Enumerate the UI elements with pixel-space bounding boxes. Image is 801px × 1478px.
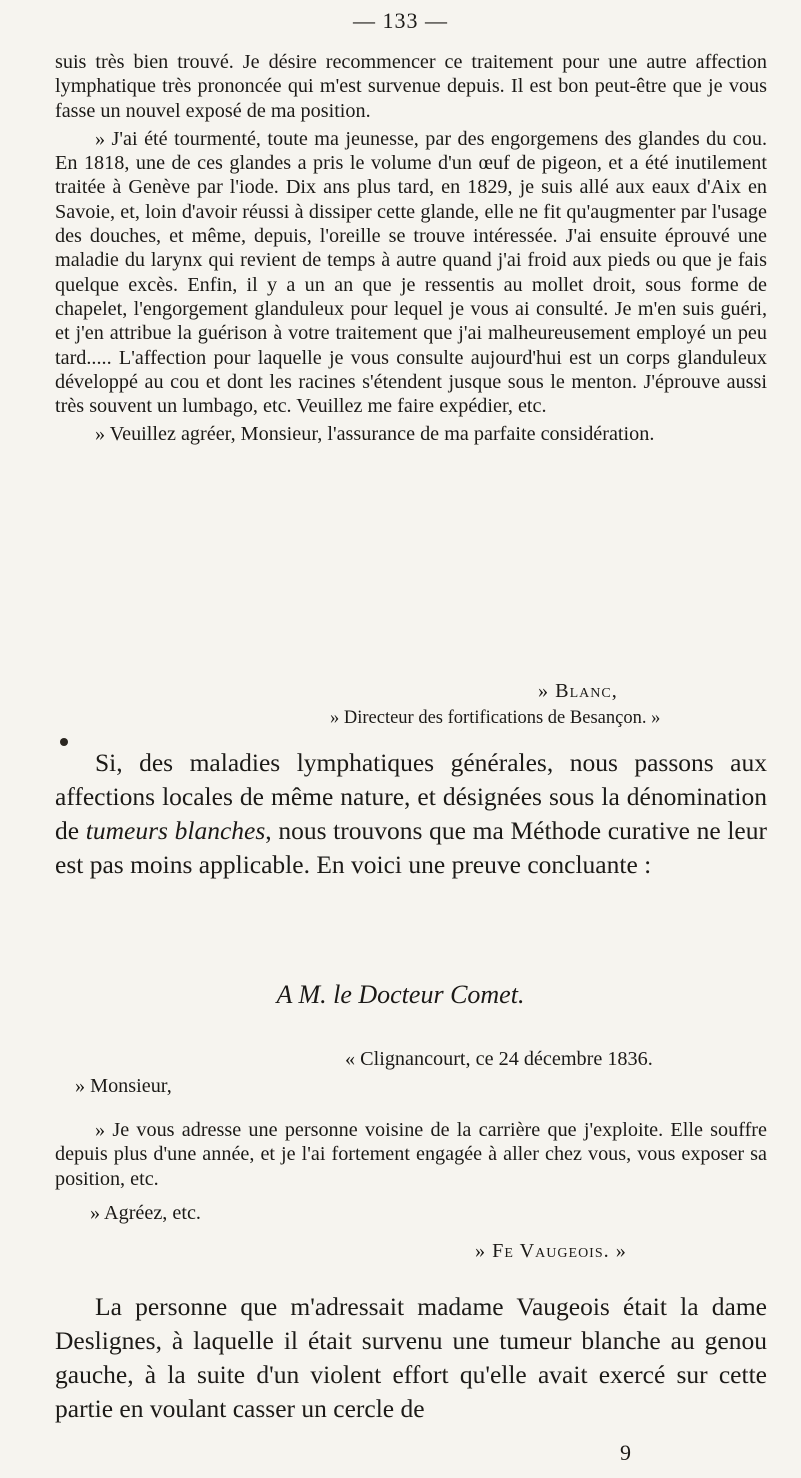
letter-paragraph: » Je vous adresse une personne voisine de la carrière que j'exploite. Elle souffre depuis plus d'une année, et je l'ai fortement engagée à aller chez vous, vous exposer sa position, etc. bbox=[55, 1119, 767, 1190]
letter-closing: » Veuillez agréer, Monsieur, l'assurance de ma parfaite considération. bbox=[95, 423, 655, 446]
letter-blanc bbox=[55, 50, 767, 447]
main-text-italic: tumeurs blanches bbox=[85, 816, 266, 845]
signature-mark: 9 bbox=[620, 1440, 631, 1465]
main-text: La personne que m'adressait madame Vaugeois était la dame Deslignes, à laquelle il était survenu une tumeur blanche au genou gauche, à la suite d'un violent effort qu'elle avait exercé sur cette partie en voulant casser un cercle de bbox=[55, 1292, 767, 1423]
main-text: , nous trouvons que ma Méthode curative ne leur est pas moins applicable. En voici une preuve concluante : bbox=[55, 816, 767, 879]
letter-paragraph: » J'ai été tourmenté, toute ma jeunesse, par des engorgemens des glandes du cou. En 1818, une de ces glandes a pris le volume d'un œuf de pigeon, et a été inutilement traitée à Genève par l'iode. Dix ans plus tard, en 1829, je suis allé aux eaux d'Aix en Savoie, et, loin d'avoir réussi à dissiper cette glande, elle ne fit qu'augmenter par l'usage des douches, et même, depuis, l'oreille se trouve intéressée. J'ai ensuite éprouvé une maladie du larynx qui revient de temps à autre quand j'ai froid aux pieds ou que je fais quelque excès. Enfin, il y a un an que je ressentis au mollet droit, sous forme de chapelet, l'engorgement glanduleux pour lequel je vous ai consulté. Je m'en suis guéri, et j'en attribue la guérison à votre traitement que j'ai malheureusement employé un peu tard..... L'affection pour laquelle je vous consulte aujourd'hui est un corps glanduleux développé au cou et dont les racines s'étendent jusque sous le menton. J'éprouve aussi très souvent un lumbago, etc. Veuillez me faire expédier, etc. bbox=[55, 127, 767, 418]
signature-title: » Directeur des fortifications de Besançon. » bbox=[330, 708, 661, 728]
signature-name: » Blanc, bbox=[538, 680, 618, 702]
letter-place-date: « Clignancourt, ce 24 décembre 1836. bbox=[345, 1048, 653, 1070]
letter-vaugeois bbox=[55, 1118, 767, 1191]
page-number: — 133 — bbox=[353, 8, 448, 33]
main-text: Si, des maladies lymphatiques générales, nous passons aux affections locales de même nature, et désignées sous la dénomination de bbox=[55, 748, 767, 845]
letter-closing: » Agréez, etc. bbox=[90, 1202, 201, 1224]
letter-heading: A M. le Docteur Comet. bbox=[276, 980, 525, 1009]
letter-paragraph: suis très bien trouvé. Je désire recommencer ce traitement pour une autre affection lymphatique très prononcée qui m'est survenue depuis. Il est bon peut-être que je vous fasse un nouvel exposé de ma position. bbox=[55, 51, 767, 122]
letter-salutation: » Monsieur, bbox=[75, 1075, 172, 1097]
main-paragraph bbox=[55, 1290, 767, 1426]
main-paragraph bbox=[55, 746, 767, 882]
ink-mark bbox=[60, 738, 68, 746]
signature-name: » Fe Vaugeois. » bbox=[475, 1240, 627, 1262]
